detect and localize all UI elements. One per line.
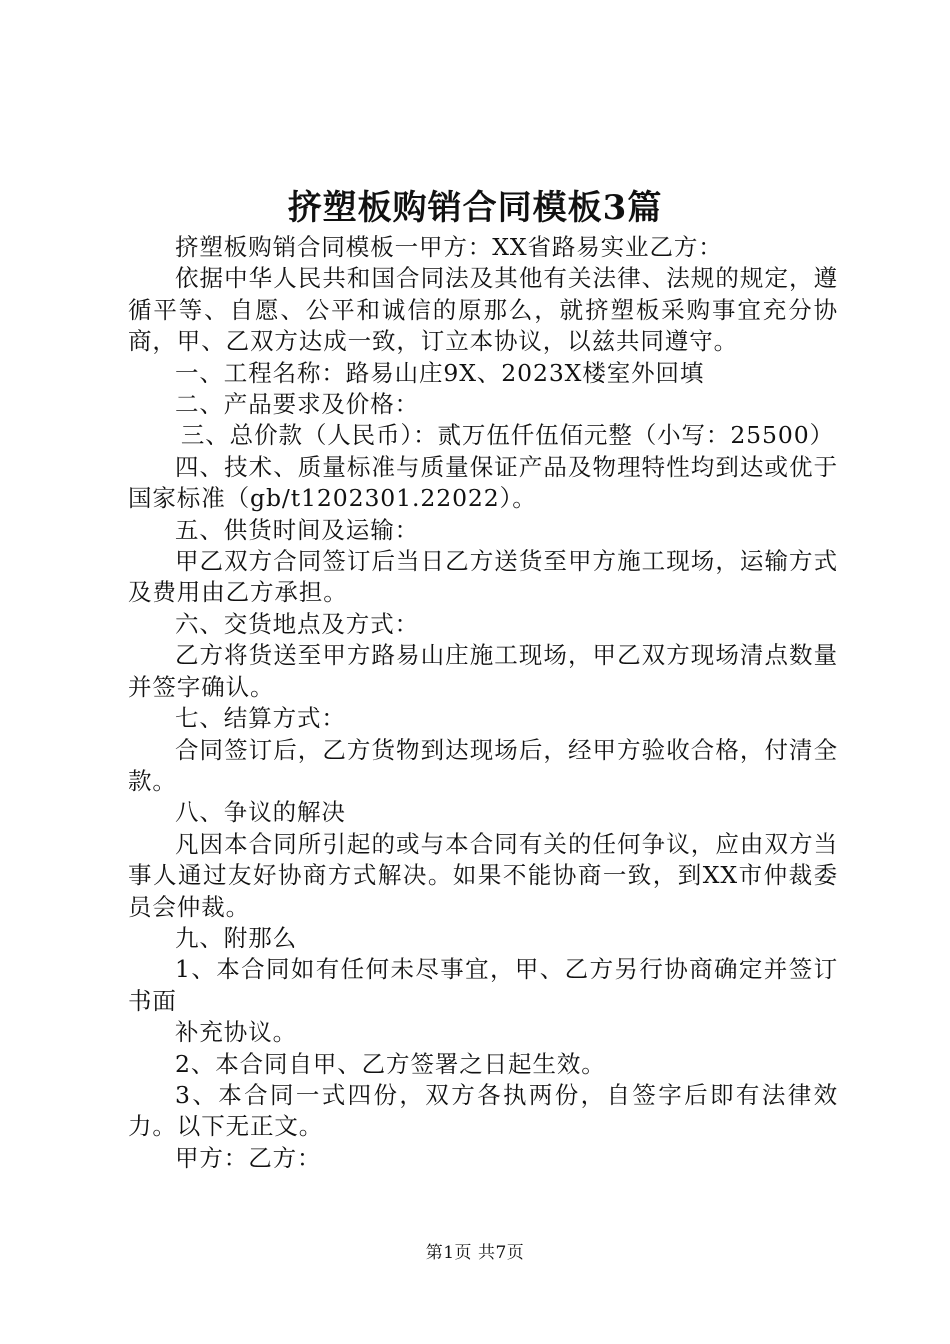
paragraph-clause-7: 七、结算方式： xyxy=(175,704,346,733)
paragraph-clause-9-item-2: 2、本合同自甲、乙方签署之日起生效。 xyxy=(175,1049,606,1078)
paragraph-clause-9-item-1-cont: 补充协议。 xyxy=(175,1018,297,1047)
paragraph-clause-2: 二、产品要求及价格： xyxy=(175,390,419,419)
paragraph-clause-6: 六、交货地点及方式： xyxy=(175,609,419,638)
paragraph-clause-6-detail: 乙方将货送至甲方路易山庄施工现场，甲乙双方现场清点数量并签字确认。 xyxy=(128,641,838,701)
paragraph-clause-9-item-1: 1、本合同如有任何未尽事宜，甲、乙方另行协商确定并签订书面 xyxy=(128,955,838,1015)
paragraph-clause-8-detail: 凡因本合同所引起的或与本合同有关的任何争议，应由双方当事人通过友好协商方式解决。如果不能协商一致，到XX市仲裁委员会仲裁。 xyxy=(128,829,838,921)
page-indicator: 第1页 共7页 xyxy=(425,1243,525,1263)
paragraph-clause-3: 三、总价款（人民币）：贰万伍仟伍佰元整（小写：25500） xyxy=(180,421,834,450)
paragraph-signatures: 甲方：乙方： xyxy=(175,1143,322,1172)
paragraph-intro: 挤塑板购销合同模板一甲方：XX省路易实业乙方： xyxy=(175,233,723,261)
paragraph-clause-9-item-3: 3、本合同一式四份，双方各执两份，自签字后即有法律效力。以下无正文。 xyxy=(128,1080,838,1141)
paragraph-clause-5-detail: 甲乙双方合同签订后当日乙方送货至甲方施工现场，运输方式及费用由乙方承担。 xyxy=(128,547,838,607)
paragraph-clause-5: 五、供货时间及运输： xyxy=(175,515,419,544)
paragraph-clause-4: 四、技术、质量标准与质量保证产品及物理特性均到达或优于国家标准（gb/t1202301.22022）。 xyxy=(128,452,838,513)
paragraph-clause-1: 一、工程名称：路易山庄9X、2023X楼室外回填 xyxy=(175,358,705,387)
document-title: 挤塑板购销合同模板3篇 xyxy=(287,188,663,228)
paragraph-preamble: 依据中华人民共和国合同法及其他有关法律、法规的规定，遵循平等、自愿、公平和诚信的原那么，就挤塑板采购事宜充分协商，甲、乙双方达成一致，订立本协议，以兹共同遵守。 xyxy=(128,264,838,356)
paragraph-clause-8: 八、争议的解决 xyxy=(175,798,346,827)
paragraph-clause-9: 九、附那么 xyxy=(175,923,297,952)
document-body xyxy=(128,232,838,1174)
paragraph-clause-7-detail: 合同签订后，乙方货物到达现场后，经甲方验收合格，付清全款。 xyxy=(128,735,838,795)
